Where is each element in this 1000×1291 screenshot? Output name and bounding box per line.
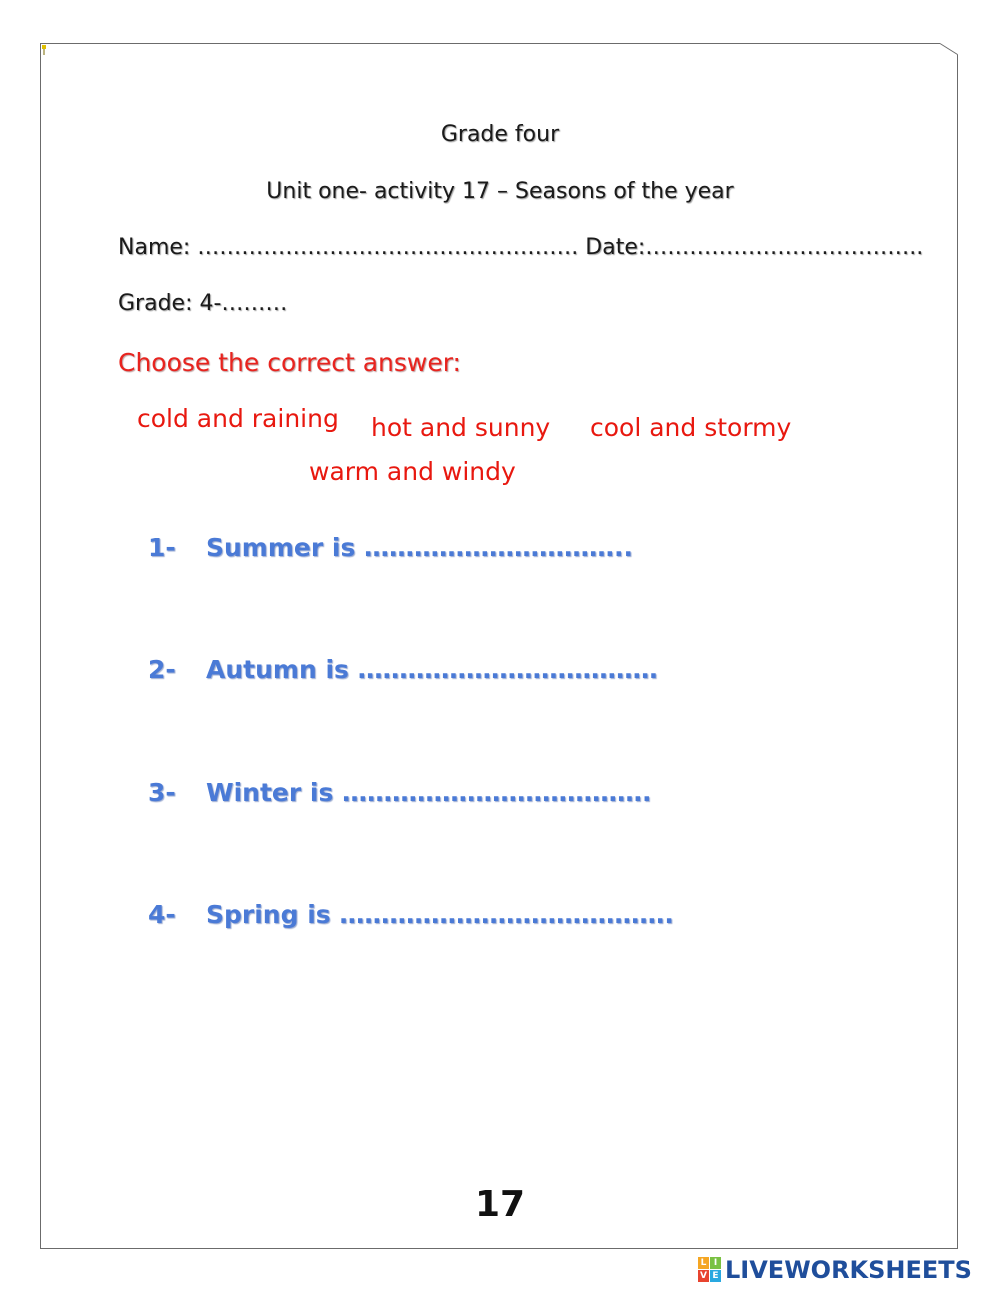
question-text: Winter is ………………………………. — [206, 778, 652, 807]
logo-letter: E — [710, 1270, 721, 1282]
question-1 — [148, 533, 633, 562]
liveworksheets-logo-icon — [698, 1257, 722, 1283]
liveworksheets-logo[interactable] — [698, 1256, 972, 1284]
question-2 — [148, 655, 658, 684]
question-text: Autumn is ……………………………… — [206, 655, 658, 684]
option-hot-and-sunny: hot and sunny — [371, 413, 551, 442]
worksheet-page — [40, 43, 958, 1249]
logo-letter: L — [698, 1257, 709, 1269]
question-number: 3- — [148, 778, 176, 807]
page-number: 17 — [474, 1184, 526, 1225]
name-date-line: Name: ……………………………………………. Date:……………………………….. — [118, 235, 924, 260]
brand-name: LIVEWORKSHEETS — [725, 1256, 972, 1284]
question-number: 2- — [148, 655, 176, 684]
question-number: 1- — [148, 533, 176, 562]
question-text: Spring is …………………………………. — [206, 900, 674, 929]
logo-letter: V — [698, 1270, 709, 1282]
question-4 — [148, 900, 674, 929]
option-cool-and-stormy: cool and stormy — [590, 413, 792, 442]
option-cold-and-raining: cold and raining — [137, 404, 339, 433]
grade-line: Grade: 4-……… — [118, 291, 288, 316]
option-warm-and-windy: warm and windy — [309, 457, 516, 486]
instruction: Choose the correct answer: — [118, 348, 461, 377]
grade-title: Grade four — [440, 122, 560, 147]
page-corner-fold-icon — [938, 43, 958, 55]
question-text: Summer is ………………………….. — [206, 533, 634, 562]
unit-title: Unit one- activity 17 – Seasons of the year — [266, 179, 734, 204]
question-3 — [148, 778, 652, 807]
logo-letter: I — [710, 1257, 721, 1269]
question-number: 4- — [148, 900, 176, 929]
